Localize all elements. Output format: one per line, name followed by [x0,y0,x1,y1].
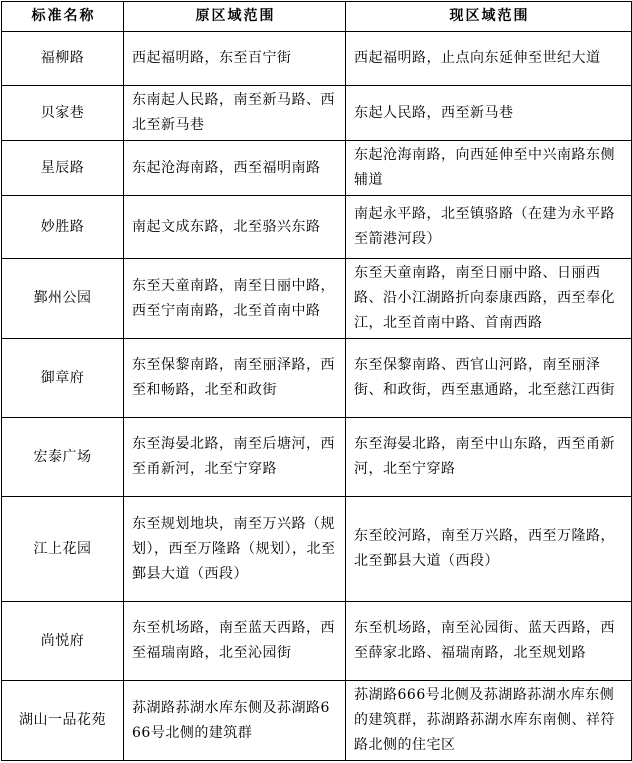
row-current-range: 东至机场路，南至沁园街、蓝天西路，西至薛家北路、福瑞南路，北至规划路 [346,602,632,681]
table-row [2,681,632,761]
row-original-range: 东至天童南路，南至日丽中路，西至宁南南路，北至首南中路 [124,259,346,339]
row-current-range: 东起人民路，西至新马巷 [346,86,632,141]
row-current-range: 东至保黎南路、西官山河路，南至丽泽街、和政街，西至惠通路，北至慈江西街 [346,339,632,418]
row-name: 御章府 [2,339,124,418]
table-row [2,196,632,259]
row-name: 贝家巷 [2,86,124,141]
row-original-range: 东至机场路，南至蓝天西路，西至福瑞南路，北至沁园街 [124,602,346,681]
row-original-range: 东南起人民路，南至新马路、西北至新马巷 [124,86,346,141]
row-name: 星辰路 [2,141,124,196]
row-name: 妙胜路 [2,196,124,259]
row-current-range: 东起沧海南路，向西延伸至中兴南路东侧辅道 [346,141,632,196]
table-row [2,602,632,681]
row-original-range: 东至保黎南路，南至丽泽路，西至和畅路，北至和政街 [124,339,346,418]
row-name: 鄞州公园 [2,259,124,339]
row-name: 江上花园 [2,497,124,602]
row-original-range: 东起沧海南路，西至福明南路 [124,141,346,196]
table-row [2,259,632,339]
table-row [2,497,632,602]
row-original-range: 西起福明路，东至百宁街 [124,32,346,86]
table-row [2,339,632,418]
row-current-range: 东至天童南路，南至日丽中路、日丽西路、沿小江湖路折向泰康西路，西至奉化江，北至首南中路、首南西路 [346,259,632,339]
table-row [2,418,632,497]
table-row [2,86,632,141]
header-original-range: 原区域范围 [124,2,346,32]
row-original-range: 南起文成东路，北至骆兴东路 [124,196,346,259]
row-original-range: 荪湖路荪湖水库东侧及荪湖路666号北侧的建筑群 [124,681,346,761]
header-row [2,2,632,32]
row-name: 湖山一品花苑 [2,681,124,761]
row-current-range: 西起福明路，止点向东延伸至世纪大道 [346,32,632,86]
row-current-range: 荪湖路666号北侧及荪湖路荪湖水库东侧的建筑群，荪湖路荪湖水库东南侧、祥符路北侧的住宅区 [346,681,632,761]
row-name: 尚悦府 [2,602,124,681]
row-current-range: 东至海晏北路，南至中山东路，西至甬新河，北至宁穿路 [346,418,632,497]
header-current-range: 现区域范围 [346,2,632,32]
row-original-range: 东至规划地块，南至万兴路（规划），西至万隆路（规划），北至鄞县大道（西段） [124,497,346,602]
header-standard-name: 标准名称 [2,2,124,32]
table-row [2,32,632,86]
row-current-range: 南起永平路，北至镇骆路（在建为永平路至箭港河段） [346,196,632,259]
table-row [2,141,632,196]
row-name: 宏泰广场 [2,418,124,497]
row-current-range: 东至皎河路，南至万兴路，西至万隆路，北至鄞县大道（西段） [346,497,632,602]
row-name: 福柳路 [2,32,124,86]
boundary-table [1,1,632,761]
row-original-range: 东至海晏北路，南至后塘河，西至甬新河，北至宁穿路 [124,418,346,497]
